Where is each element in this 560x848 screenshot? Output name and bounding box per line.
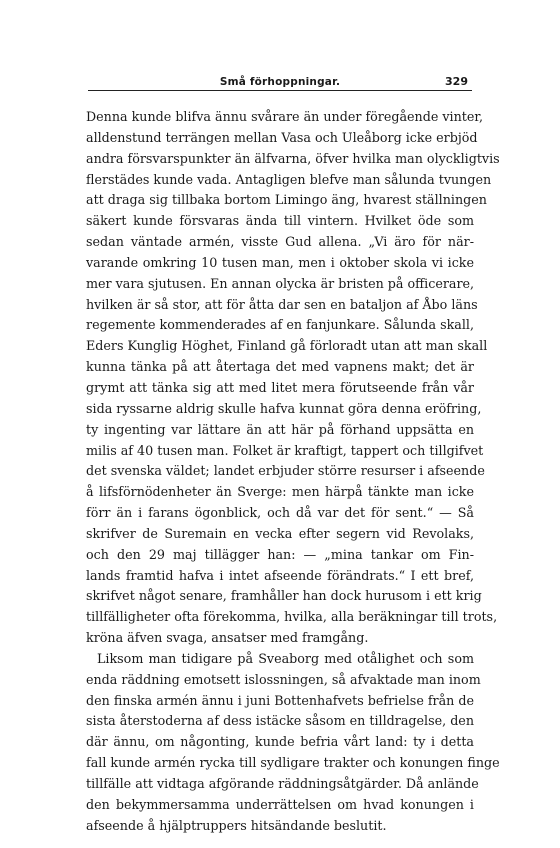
text-line: mer vara sjutusen. En annan olycka är bristen på officerare, [86,275,475,291]
text-line: sista återstoderna af dess istäcke såsom en tilldragelse, den [86,713,474,729]
text-line: tillfälle att vidtaga afgörande räddningsåtgärder. Då anlände [86,776,479,791]
running-title: Små förhoppningar. [219,76,341,88]
text-line: sida ryssarne aldrig skulle hafva kunnat göra denna eröfring, [86,400,482,416]
text-line: sedan väntade armén, visste Gud allena. „Vi äro för när- [86,234,474,250]
text-line: Liksom man tidigare på Sveaborg med otålighet och som [97,650,474,666]
text-line: skrifver de Suremain en vecka efter segern vid Revolaks, [86,525,474,541]
text-line: Denna kunde blifva ännu svårare än under föregående vinter, [86,109,484,124]
text-line: andra försvarspunkter än älfvarna, öfver hvilka man olyckligtvis [86,150,500,166]
text-line: alldenstund terrängen mellan Vasa och Uleåborg icke erbjöd [86,129,478,145]
text-line: hvilken är så stor, att för åtta dar sen en bataljon af Åbo läns [86,296,478,312]
text-line: ty ingenting var lättare än att här på förhand uppsätta en [86,421,474,437]
page-number: 329 [445,75,468,88]
text-line: tillfälligheter ofta förekomma, hvilka, alla beräkningar till trots, [86,609,498,625]
text-line: det svenska väldet; landet erbjuder större resurser i afseende [86,463,485,479]
text-line: och den 29 maj tillägger han: — „mina tankar om Fin- [86,546,474,562]
text-line: den finska armén ännu i juni Bottenhafvets befrielse från de [86,692,475,708]
text-line: fall kunde armén rycka till sydligare trakter och konungen finge [86,755,500,771]
text-line: där ännu, om någonting, kunde befria vårt land: ty i detta [86,734,474,750]
text-line: lands framtid hafva i intet afseende förändrats.“ I ett bref, [86,567,474,583]
text-line: varande omkring 10 tusen man, men i oktober skola vi icke [86,254,474,270]
text-line: kröna äfven svaga, ansatser med framgång. [86,630,369,646]
text-line: förr än i farans ögonblick, och då var det för sent.“ — Så [86,505,474,521]
text-line: afseende å hjälptruppers hitsändande beslutit. [86,817,387,833]
text-line: skrifvet något senare, framhåller han dock hurusom i ett krig [86,588,482,604]
text-line: säkert kunde försvaras ända till vintern. Hvilket öde som [86,213,474,229]
body-text [86,107,500,837]
text-line: kunna tänka på att återtaga det med vapnens makt; det är [86,359,474,375]
text-line: å lifsförnödenheter än Sverge: men härpå tänkte man icke [86,484,474,500]
text-line: den bekymmersamma underrättelsen om hvad konungen i [86,796,474,812]
page-header [88,60,472,91]
text-line: enda räddning emotsett islossningen, så afvaktade man inom [86,671,481,687]
text-line: milis af 40 tusen man. Folket är kraftigt, tappert och tillgifvet [86,442,484,458]
text-line: grymt att tänka sig att med litet mera förutseende från vår [86,379,474,395]
text-line: flerstädes kunde vada. Antagligen blefve man sålunda tvungen [86,171,492,187]
text-line: Eders Kunglig Höghet, Finland gå förloradt utan att man skall [86,338,488,354]
text-line: att draga sig tillbaka bortom Limingo äng, hvarest ställningen [86,192,487,208]
text-line: regemente kommenderades af en fanjunkare. Sålunda skall, [86,317,474,333]
